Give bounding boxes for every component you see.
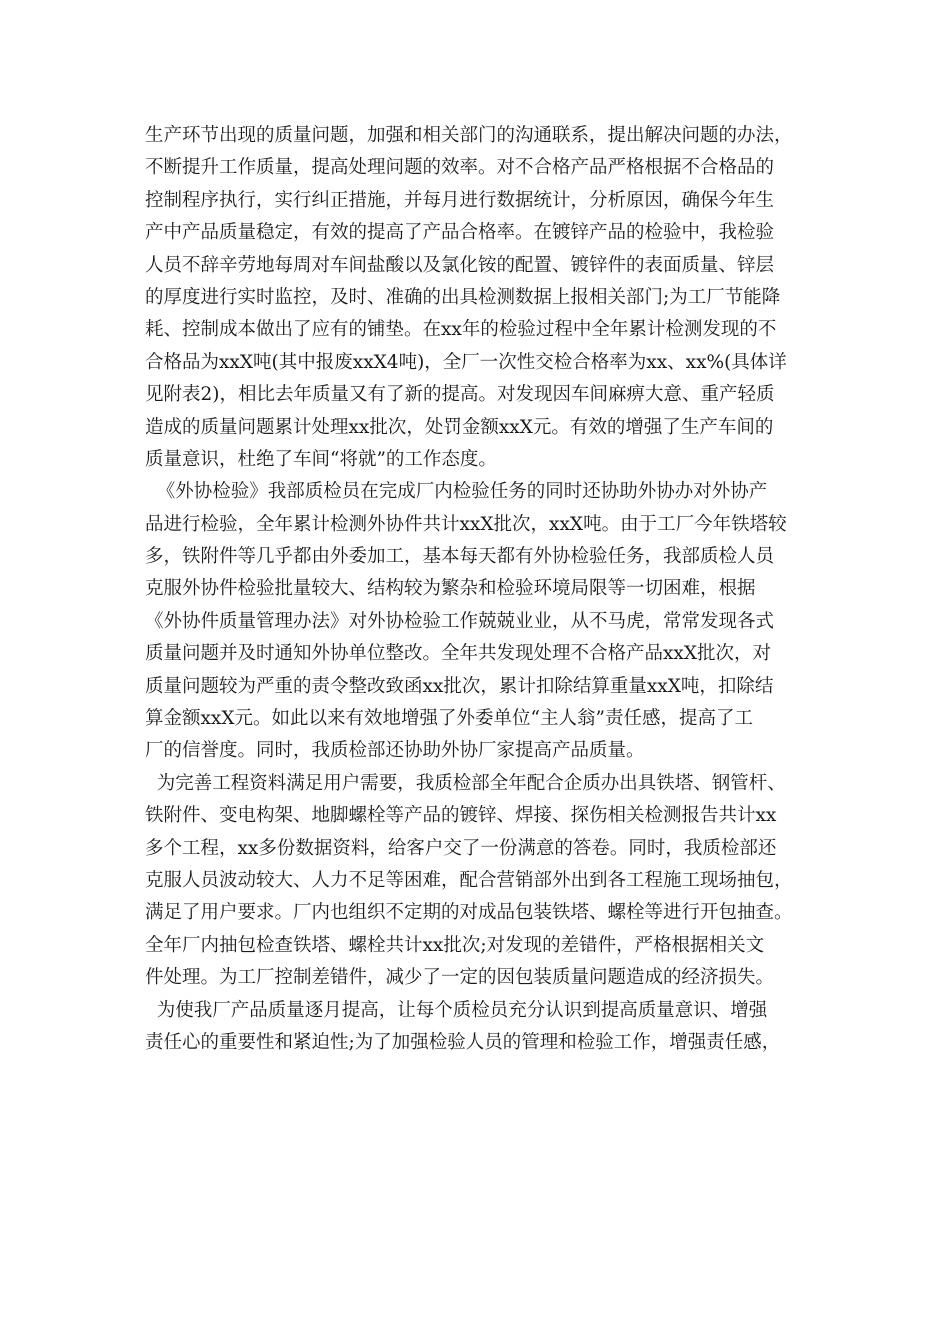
text-line: 造成的质量问题累计处理xx批次，处罚金额xxX元。有效的增强了生产车间的 (145, 416, 774, 438)
text-line: 为完善工程资料满足用户需要，我质检部全年配合企质办出具铁塔、钢管杆、 (145, 772, 786, 794)
text-line: 克服外协件检验批量较大、结构较为繁杂和检验环境局限等一切困难，根据 (145, 578, 756, 600)
paragraph-engineering-data (145, 768, 810, 995)
text-line: 厂的信誉度。同时，我质检部还协助外协厂家提高产品质量。 (145, 740, 645, 762)
text-line: 件处理。为工厂控制差错件，减少了一定的因包装质量问题造成的经济损失。 (145, 967, 775, 989)
text-line: 质量问题并及时通知外协单位整改。全年共发现处理不合格产品xxX批次，对 (145, 643, 772, 665)
text-line: 耗、控制成本做出了应有的铺垫。在xx年的检验过程中全年累计检测发现的不 (145, 319, 777, 341)
text-line: 合格品为xxX吨(其中报废xxX4吨)，全厂一次性交检合格率为xx、xx%(具体详 (145, 351, 787, 373)
text-line: 品进行检验，全年累计检测外协件共计xxX批次，xxX吨。由于工厂今年铁塔较 (145, 513, 787, 535)
text-line: 铁附件、变电构架、地脚螺栓等产品的镀锌、焊接、探伤相关检测报告共计xx (145, 805, 777, 827)
text-line: 不断提升工作质量，提高处理问题的效率。对不合格产品严格根据不合格品的 (145, 157, 775, 179)
paragraph-outsourced-inspection (145, 476, 810, 768)
text-line: 克服人员波动较大、人力不足等困难，配合营销部外出到各工程施工现场抽包， (145, 869, 793, 891)
text-line: 质量意识，杜绝了车间“将就”的工作态度。 (145, 448, 497, 470)
text-line: 全年厂内抽包检查铁塔、螺栓共计xx批次;对发现的差错件，严格根据相关文 (145, 934, 765, 956)
text-line: 的厚度进行实时监控，及时、准确的出具检测数据上报相关部门;为工厂节能降 (145, 286, 781, 308)
text-line: 质量问题较为严重的责令整改致函xx批次，累计扣除结算重量xxX吨，扣除结 (145, 675, 774, 697)
paragraph-quality-improvement (145, 995, 810, 1060)
text-line: 人员不辞辛劳地每周对车间盐酸以及氯化铵的配置、镀锌件的表面质量、锌层 (145, 254, 775, 276)
text-line: 满足了用户要求。厂内也组织不定期的对成品包装铁塔、螺栓等进行开包抽查。 (145, 902, 793, 924)
text-line: 责任心的重要性和紧迫性;为了加强检验人员的管理和检验工作，增强责任感， (145, 1031, 781, 1053)
text-line: 产中产品质量稳定，有效的提高了产品合格率。在镀锌产品的检验中，我检验 (145, 222, 775, 244)
document-body (145, 120, 810, 1059)
text-line: 多，铁附件等几乎都由外委加工，基本每天都有外协检验任务，我部质检人员 (145, 546, 775, 568)
paragraph-quality-issues (145, 120, 810, 476)
text-line: 算金额xxX元。如此以来有效地增强了外委单位“主人翁”责任感，提高了工 (145, 708, 753, 730)
text-line: 《外协件质量管理办法》对外协检验工作兢兢业业，从不马虎，常常发现各式 (145, 610, 775, 632)
text-line: 为使我厂产品质量逐月提高，让每个质检员充分认识到提高质量意识、增强 (145, 999, 768, 1021)
text-line: 控制程序执行，实行纠正措施，并每月进行数据统计，分析原因，确保今年生 (145, 189, 775, 211)
text-line: 生产环节出现的质量问题，加强和相关部门的沟通联系，提出解决问题的办法， (145, 125, 793, 146)
text-line: 多个工程，xx多份数据资料，给客户交了一份满意的答卷。同时，我质检部还 (145, 837, 777, 859)
text-line: 《外协检验》我部质检员在完成厂内检验任务的同时还协助外协办对外协产 (145, 481, 768, 503)
text-line: 见附表2)，相比去年质量又有了新的提高。对发现因车间麻痹大意、重产轻质 (145, 384, 775, 406)
